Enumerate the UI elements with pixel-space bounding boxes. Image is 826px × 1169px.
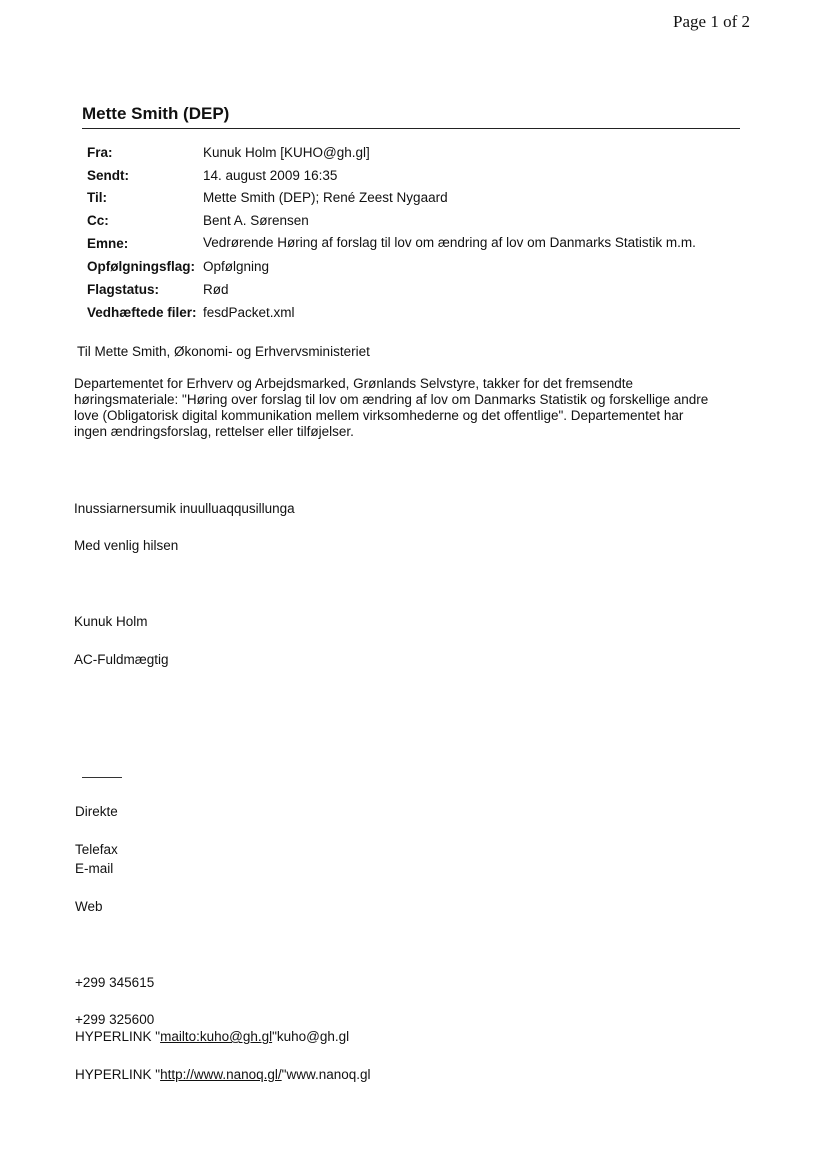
body-line: love (Obligatorisk digital kommunikation mellem virksomhederne og det offentlige". Departementet har bbox=[74, 408, 684, 423]
closing: Med venlig hilsen bbox=[74, 538, 179, 553]
attachments-label: Vedhæftede filer: bbox=[87, 305, 197, 320]
to-value: Mette Smith (DEP); René Zeest Nygaard bbox=[203, 190, 448, 205]
web-hyperlink-text: "www.nanoq.gl bbox=[281, 1067, 371, 1082]
direct-phone: +299 345615 bbox=[75, 975, 155, 990]
subject-label: Emne: bbox=[87, 236, 129, 251]
flag-status-value: Rød bbox=[203, 282, 229, 297]
web-label: Web bbox=[75, 899, 103, 914]
to-label: Til: bbox=[87, 190, 107, 205]
followup-flag-label: Opfølgningsflag: bbox=[87, 259, 195, 274]
web-hyperlink-prefix: HYPERLINK " bbox=[75, 1067, 161, 1082]
page-number: Page 1 of 2 bbox=[673, 12, 750, 31]
body-line: ingen ændringsforslag, rettelser eller tilføjelser. bbox=[74, 424, 354, 439]
subject-value: Vedrørende Høring af forslag til lov om ændring af lov om Danmarks Statistik m.m. bbox=[203, 235, 696, 250]
web-hyperlink-line bbox=[75, 1067, 371, 1082]
mailbox-owner-title: Mette Smith (DEP) bbox=[82, 104, 230, 123]
signer-title: AC-Fuldmægtig bbox=[74, 652, 169, 667]
attachment-file[interactable]: fesdPacket.xml bbox=[203, 305, 295, 320]
cc-label: Cc: bbox=[87, 213, 109, 228]
from-label: Fra: bbox=[87, 145, 113, 160]
body-line: Departementet for Erhverv og Arbejdsmarked, Grønlands Selvstyre, takker for det fremsendte bbox=[74, 376, 633, 391]
telefax-number: +299 325600 bbox=[75, 1012, 155, 1027]
email-hyperlink-line bbox=[75, 1029, 349, 1044]
greenlandic-greeting: Inussiarnersumik inuulluaqqusillunga bbox=[74, 501, 295, 516]
followup-flag-value: Opfølgning bbox=[203, 259, 270, 274]
salutation: Til Mette Smith, Økonomi- og Erhvervsministeriet bbox=[77, 344, 370, 359]
flag-status-label: Flagstatus: bbox=[87, 282, 160, 297]
body-paragraph bbox=[74, 376, 764, 440]
email-hyperlink-text: "kuho@gh.gl bbox=[272, 1029, 350, 1044]
sent-label: Sendt: bbox=[87, 168, 129, 183]
email-link[interactable]: mailto:kuho@gh.gl bbox=[160, 1029, 273, 1044]
sent-value: 14. august 2009 16:35 bbox=[203, 168, 338, 183]
cc-value: Bent A. Sørensen bbox=[203, 213, 309, 228]
email-label: E-mail bbox=[75, 861, 114, 876]
telefax-label: Telefax bbox=[75, 842, 118, 857]
signature-divider bbox=[82, 777, 122, 778]
direct-label: Direkte bbox=[75, 804, 118, 819]
signer-name: Kunuk Holm bbox=[74, 614, 148, 629]
web-link[interactable]: http://www.nanoq.gl/ bbox=[160, 1067, 282, 1082]
email-hyperlink-prefix: HYPERLINK " bbox=[75, 1029, 161, 1044]
body-line: høringsmateriale: "Høring over forslag til lov om ændring af lov om Danmarks Statistik og forskellige andre bbox=[74, 392, 709, 407]
from-value: Kunuk Holm [KUHO@gh.gl] bbox=[203, 145, 370, 160]
title-divider bbox=[82, 128, 740, 129]
